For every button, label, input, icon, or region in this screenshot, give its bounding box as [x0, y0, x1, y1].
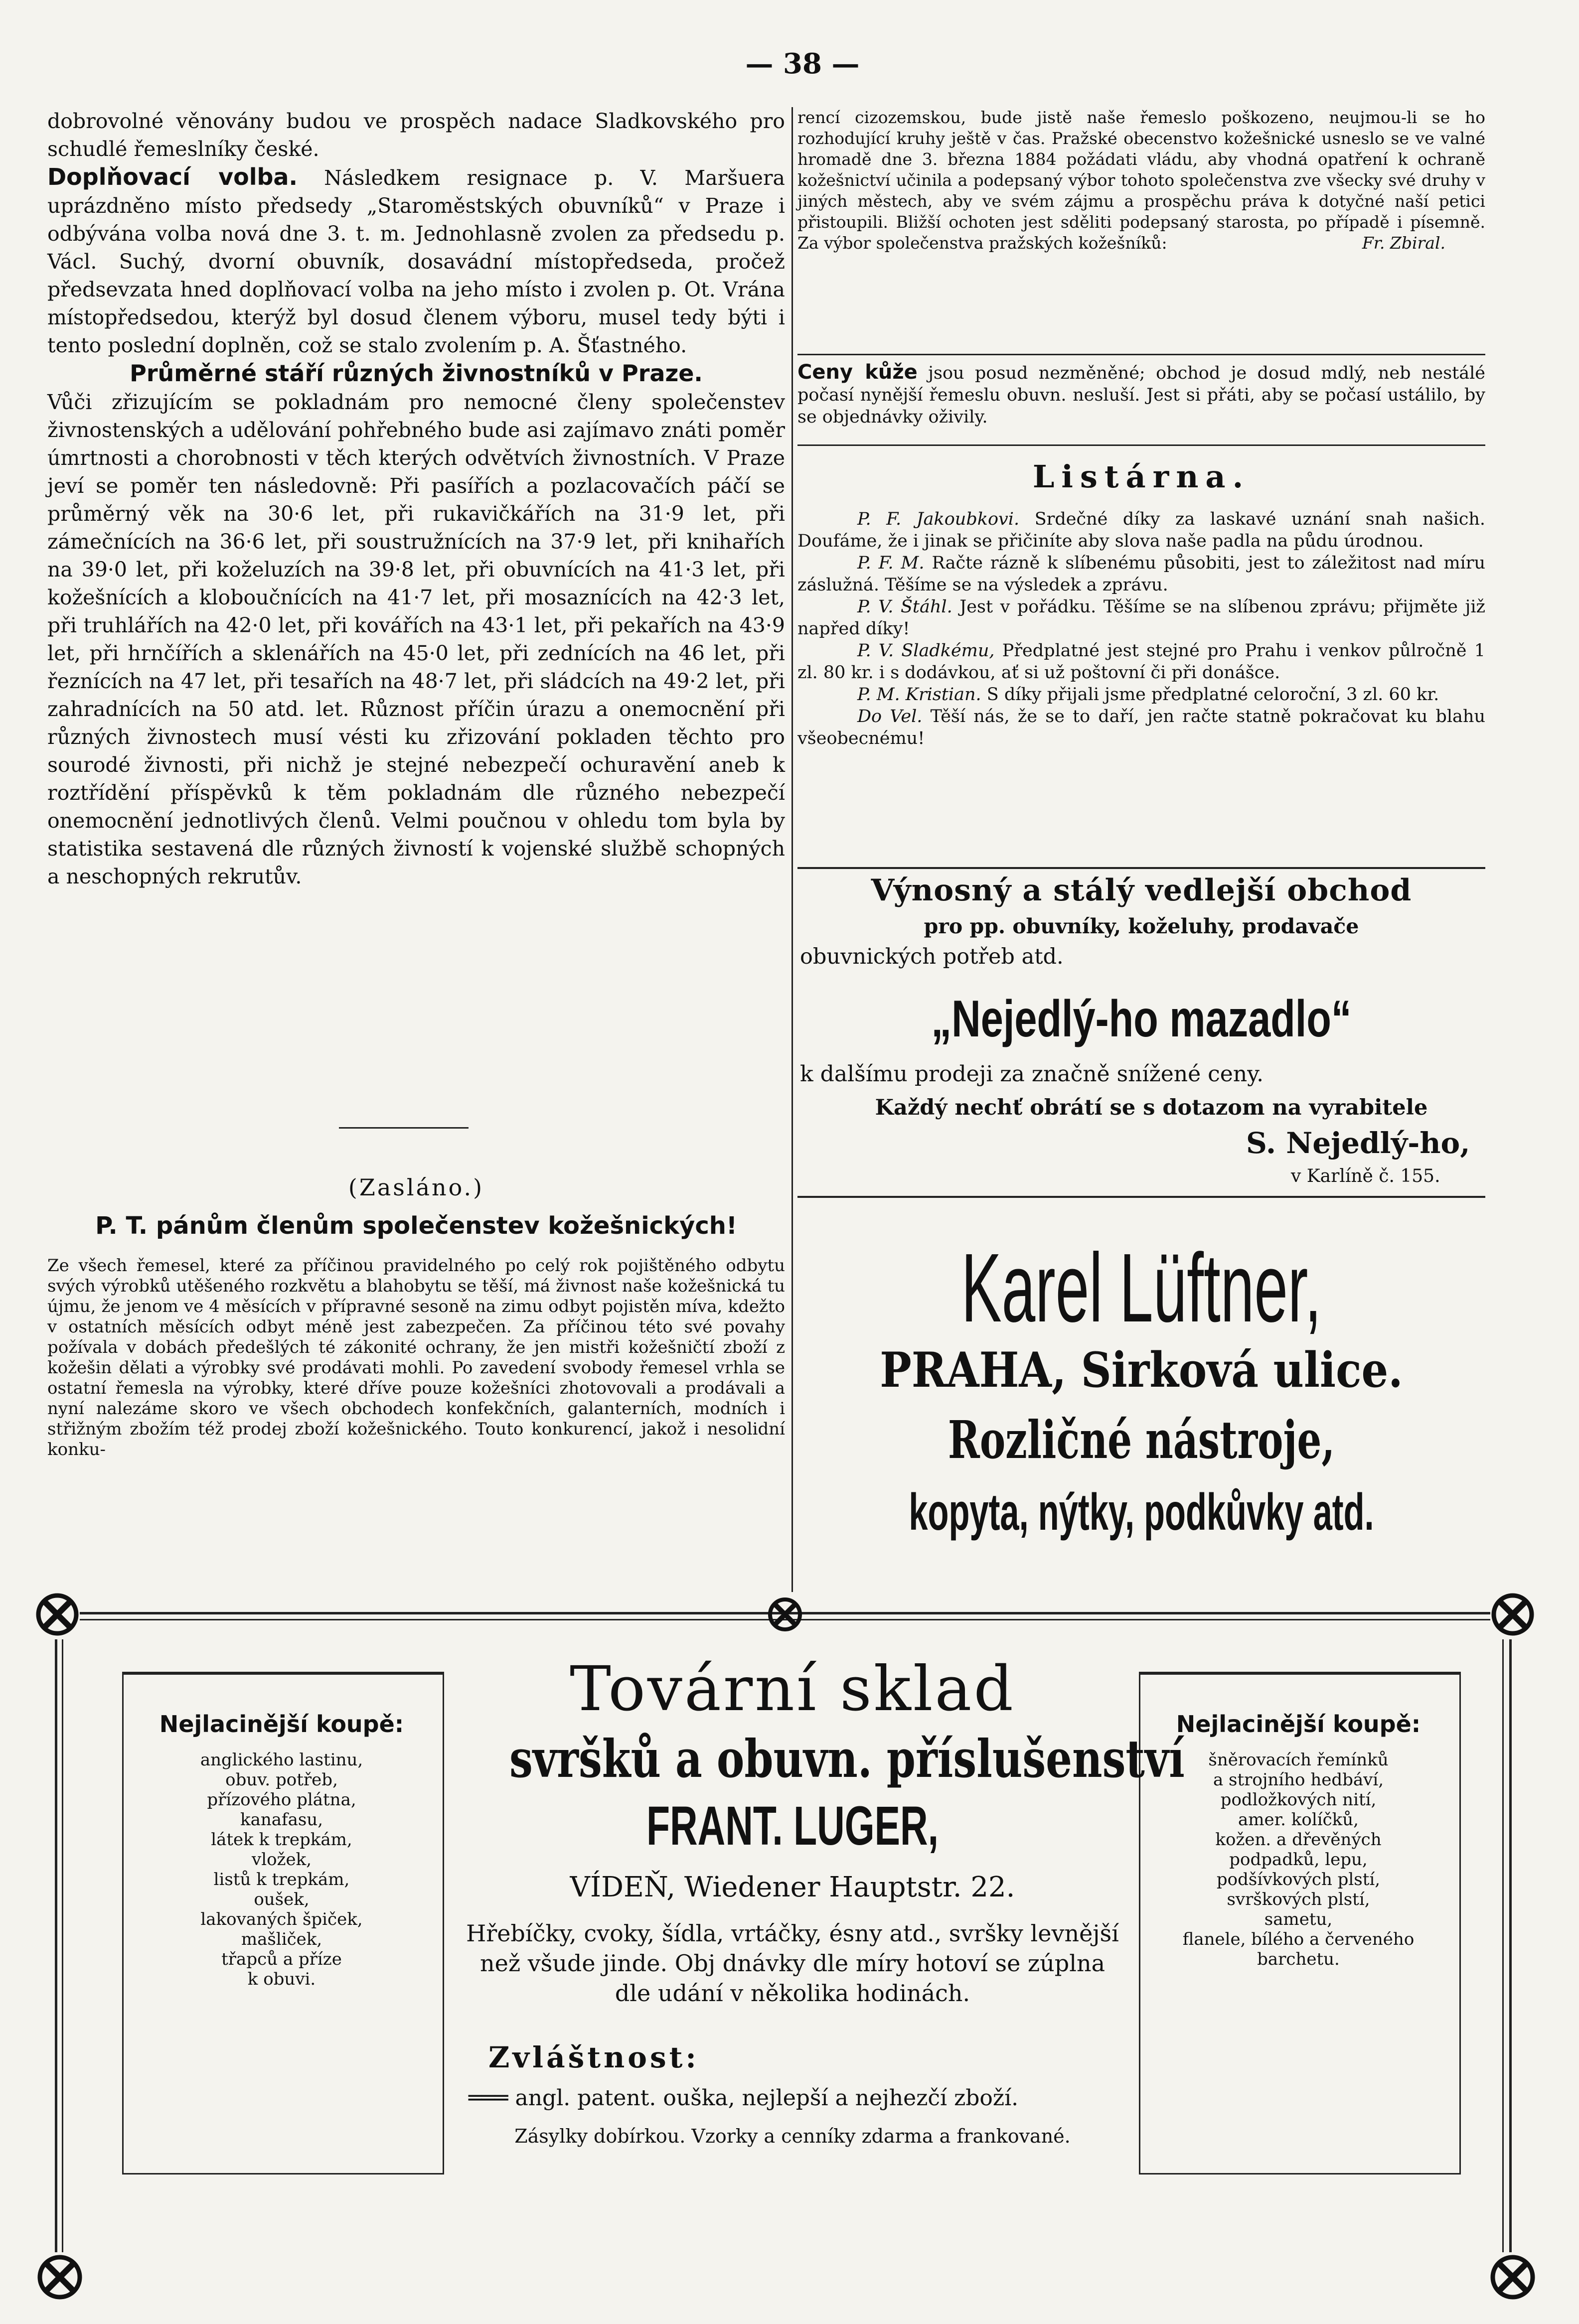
- ornament-icon: [35, 1592, 80, 1637]
- zaslano-heading: P. T. pánům členům společenstev kožešnických!: [95, 1212, 737, 1240]
- ad-left-item: přízového plátna,: [207, 1790, 356, 1810]
- ad-nejedly-line3: obuvnických potřeb atd.: [800, 944, 1064, 969]
- ad-right-item: podpadků, lepu,: [1229, 1850, 1368, 1870]
- text-continuation: rencí cizozemskou, bude jistě naše řemeslo poškozeno, neujmou-li se ho rozhodující kruhy ještě v čas. Pražské obecenstvo kožešnické usneslo se ve valné hromadě dne 3. března 1884 požádati vládu, aby vhodná opatření k ochraně kožešnictví učinila a podepsaný výbor tohoto společenstva zve všecky své druhy v jiných městech, aby ve svém zájmu a prospěchu práva k dotyčné naší petici přistoupili. Bližší ochoten jest sděliti podepsaný starosta, po případě i písemně. Za výbor společenstva pražských kožešníků:: [797, 108, 1485, 253]
- ad-luger-subtitle-text: svršků a obuvn. příslušenství: [509, 1728, 1185, 1789]
- frame-right-rule: [1509, 1639, 1512, 2252]
- ad-right-item: barchetu.: [1257, 1949, 1340, 1969]
- ad-right-list: [1144, 1709, 1453, 1969]
- left-column: [47, 107, 785, 890]
- ad-right-item: podložkových nití,: [1220, 1790, 1377, 1810]
- ad-right-item: kožen. a dřevěných: [1215, 1830, 1382, 1850]
- letter-item: P. V. Sladkému, Předplatné jest stejné pro Prahu i venkov půlročně 1 zl. 80 kr. i s dodávkou, ať si už poštovní či při donášce.: [797, 641, 1485, 683]
- paragraph-nadace: dobrovolné věnovány budou ve prospěch nadace Sladkovského pro schudlé řemeslníky české.: [47, 109, 785, 161]
- ad-nejedly-product: [797, 989, 1485, 1049]
- column-divider: [791, 107, 793, 1592]
- frame-left-rule-2: [62, 1639, 63, 2252]
- ad-luger-name: [449, 1794, 1136, 1859]
- ad-nejedly-product-text: „Nejedlý-ho mazadlo“: [931, 990, 1352, 1048]
- ad-left-item: listů k trepkám,: [213, 1870, 350, 1889]
- letter-item: P. M. Kristian. S díky přijali jsme předplatné celoroční, 3 zl. 60 kr.: [857, 685, 1439, 705]
- frame-left-rule: [55, 1639, 57, 2252]
- listarna-title: Listárna.: [1032, 458, 1251, 495]
- ad-luftner-city-text: PRAHA, Sirková ulice.: [880, 1342, 1403, 1398]
- ad-right-item: svrškových plstí,: [1227, 1889, 1370, 1909]
- ad-luger-text: Hřebíčky, cvoky, šídla, vrtáčky, ésny atd., svršky levnější než všude jinde. Obj dnávky dle míry hotoví se zúplna dle udání v několika hodinách.: [466, 1920, 1119, 2007]
- ad-luftner-line3-text: Rozličné nástroje,: [947, 1409, 1335, 1470]
- ad-left-item: vložek,: [252, 1850, 312, 1870]
- letter-item: P. F. Jakoubkovi. Srdečné díky za laskavé uznání snah našich. Doufáme, že i jinak se přičiníte aby slova naše padla na půdu úrodnou.: [797, 509, 1485, 551]
- ad-luftner-name: [797, 1233, 1485, 1342]
- ad-nejedly-line5: Každý nechť obrátí se s dotazom na vyrabitele: [875, 1095, 1428, 1120]
- text-doplnovaci-volba: Následkem resignace p. V. Maršuera uprázdněno místo předsedy „Staroměstských obuvníků“ v Praze i odbývána volba nová dne 3. t. m. Jednohlasně zvolen za předsedu p. Václ. Suchý, dvorní obuvník, dosavádní místopředseda, pročež předsevzata hned doplňovací volba na jeho místo i zvolen p. Ot. Vrána místopředsedou, kterýž byl dosud členem výboru, musel tedy býti i tento poslední doplněn, což se stalo zvolením p. A. Šťastného.: [47, 166, 785, 357]
- prices-heading: Ceny kůže: [797, 361, 918, 384]
- ad-left-item: kanafasu,: [240, 1810, 323, 1830]
- ad-right-item: šněrovacích řemínků: [1208, 1750, 1389, 1770]
- ad-luger-name-text: FRANT. LUGER,: [646, 1795, 939, 1857]
- paragraph-doplnovaci-volba: [47, 163, 785, 359]
- ad-left-list: [127, 1709, 436, 1989]
- ad-nejedly-line4: k dalšímu prodeji za značně snížené ceny.: [800, 1061, 1264, 1087]
- ad-left-item: oušek,: [254, 1889, 310, 1909]
- ad-left-item: mašliček,: [241, 1929, 322, 1949]
- divider-left: [339, 1127, 469, 1129]
- letter-item: P. F. M. Račte rázně k slíbenému působiti, jest to záležitost nad míru záslužná. Těšíme se na výsledek a zprávu.: [797, 553, 1485, 595]
- ad-right-item: a strojního hedbáví,: [1213, 1770, 1384, 1790]
- ornament-icon: [1488, 2252, 1538, 2302]
- ornament-icon: [1490, 1592, 1535, 1637]
- ad-luftner-line3: [797, 1410, 1485, 1470]
- right-continuation: [797, 107, 1485, 254]
- ad-left-item: látek k trepkám,: [211, 1830, 352, 1850]
- page-number: — 38 —: [745, 47, 860, 80]
- ad-left-heading: Nejlacinější koupě:: [159, 1711, 404, 1738]
- heading-prumerne-stari: [47, 359, 785, 388]
- zaslano-text: Ze všech řemesel, které za příčinou pravidelného po celý rok pojištěného odbytu svých výrobků utěšeného rozkvětu a blahobytu se těší, má živnost naše kožešnická tu újmu, že jenom ve 4 měsících v přípravné sesoně na zimu odbyt pojistěn míva, kdežto v ostatních měsících odbyt méně jest zabezpečen. Za příčinou této své povahy požívala v dobách předešlých té zákonité ochrany, že jen mistři kožešničtí zboží z kožešin dělati a výrobky své prodávati mohli. Po zavedení svobody řemesel vrhla se ostatní řemesla na výrobky, které dříve pouze kožešníci zhotovovali a prodávali a nyní nalezáme skoro ve všech obchodech konfekčních, galanterních, modních i střižným zbožím též prodej zboží kožešnického. Touto konkurencí, jakož i nesolidní konku-: [47, 1256, 785, 1459]
- ad-luftner-line4: [788, 1482, 1495, 1542]
- ad-nejedly-line2: pro pp. obuvníky, koželuhy, prodavače: [924, 914, 1359, 938]
- letter-item: Do Vel. Těší nás, že se to daří, jen račte statně pokračovat ku blahu všeobecnému!: [797, 707, 1485, 748]
- ad-right-item: sametu,: [1264, 1909, 1333, 1929]
- ornament-icon: [35, 2252, 85, 2302]
- divider-right-4: [797, 1196, 1485, 1198]
- ad-right-item: flanele, bílého a červeného: [1182, 1929, 1415, 1949]
- ornament-frame-top: [35, 1592, 1535, 1637]
- divider-right-1: [797, 354, 1485, 355]
- ad-nejedly-name: S. Nejedlý-ho,: [1246, 1126, 1470, 1160]
- ad-right-item: podšívkových plstí,: [1216, 1870, 1381, 1889]
- ad-luger-special-text-value: angl. patent. ouška, nejlepší a nejhezčí zboží.: [515, 2085, 1019, 2111]
- zaslano-label: (Zasláno.): [348, 1174, 484, 1201]
- prices-block: [797, 361, 1485, 428]
- ad-luger-subtitle: [439, 1728, 1185, 1789]
- ad-nejedly-heading: Výnosný a stálý vedlejší obchod: [871, 873, 1412, 908]
- listarna-letters: [797, 508, 1485, 749]
- divider-right-3: [797, 867, 1485, 869]
- ad-left-item: k obuvi.: [247, 1969, 316, 1989]
- ad-luftner-line4-text: kopyta, nýtky, podkůvky atd.: [909, 1483, 1374, 1541]
- ornament-frame-bottom: [35, 2252, 1535, 2297]
- ad-right-heading: Nejlacinější koupě:: [1176, 1711, 1421, 1738]
- ad-luger-footer: Zásylky dobírkou. Vzorky a cenníky zdarma a frankované.: [514, 2125, 1071, 2147]
- ad-left-item: třapců a příze: [221, 1949, 342, 1969]
- letter-item: P. V. Štáhl. Jest v pořádku. Těšíme se na slíbenou zprávu; přijměte již napřed díky!: [797, 597, 1485, 639]
- text-prumerne-stari: Vůči zřizujícím se pokladnám pro nemocné členy společenstev živnostenských a udělování pohřebného bude asi zajímavo znáti poměr úmrtnosti a chorobnosti v těch kterých odvětvích živnostních. V Praze jeví se poměr ten následovně: Při pasířích a pozlacovačích páčí se průměrný věk na 30·6 let, při rukavičkářích na 31·9 let, při zámečnících na 36·6 let, při soustružnících na 37·9 let, při knihařích na 39·0 let, při koželuzích na 39·8 let, při obuvnících na 41·3 let, při kožešnících a kloboučnících na 41·7 let, při mosaznících na 42·3 let, při truhlářích na 42·0 let, při kovářích na 43·1 let, při pekařích na 43·9 let, při hrnčířích a sklenářích na 45·0 let, při zednících na 46 let, při řeznících na 47 let, při tesařích na 48·7 let, při sládcích na 49·2 let, při zahradnících na 50 atd. let. Různost příčin úrazu a onemocnění při různých živnostech musí vésti ku zřizování pokladen těchto pro sourodé živnosti, při nichž je stejné nebezpečí ochuravění aneb k roztřídění příspěvků k těm pokladnám dle různého nebezpečí onemocnění jednotlivých členů. Velmi poučnou v ohledu tom byla by statistika sestavená dle různých živností k vojenské službě schopných a neschopných rekrutův.: [47, 390, 785, 888]
- ad-luger-special-heading: Zvláštnost:: [488, 2040, 699, 2074]
- divider-right-2: [797, 444, 1485, 446]
- ad-luftner-name-text: Karel Lüftner,: [961, 1233, 1322, 1342]
- ad-luger-title: Tovární sklad: [570, 1653, 1015, 1725]
- heading-prumerne-stari-text: Průměrné stáří různých živnostníků v Praze.: [130, 360, 703, 387]
- heading-doplnovaci-volba: Doplňovací volba.: [47, 163, 298, 190]
- ad-left-item: obuv. potřeb,: [225, 1770, 338, 1790]
- prices-text: jsou posud nezměněné; obchod je dosud mdlý, neb nestálé počasí nynější řemeslu obuvn. nesluší. Jest si přáti, aby se počasí ustálilo, by se objednávky oživily.: [797, 363, 1485, 427]
- special-rule: ═══: [469, 2085, 515, 2111]
- ad-left-item: lakovaných špiček,: [200, 1909, 363, 1929]
- ad-left-item: anglického lastinu,: [200, 1750, 363, 1770]
- ad-luger-special-text: [469, 2085, 1136, 2111]
- frame-right-rule-2: [1502, 1639, 1504, 2252]
- ad-right-item: amer. kolíčků,: [1238, 1810, 1359, 1830]
- ad-luger-address: VÍDEŇ, Wiedener Hauptstr. 22.: [570, 1871, 1015, 1903]
- ad-nejedly-address: v Karlíně č. 155.: [1291, 1166, 1440, 1186]
- ornament-icon: [760, 1592, 810, 1637]
- ad-luftner-city: [797, 1343, 1485, 1398]
- signature: Fr. Zbiral.: [1362, 233, 1445, 253]
